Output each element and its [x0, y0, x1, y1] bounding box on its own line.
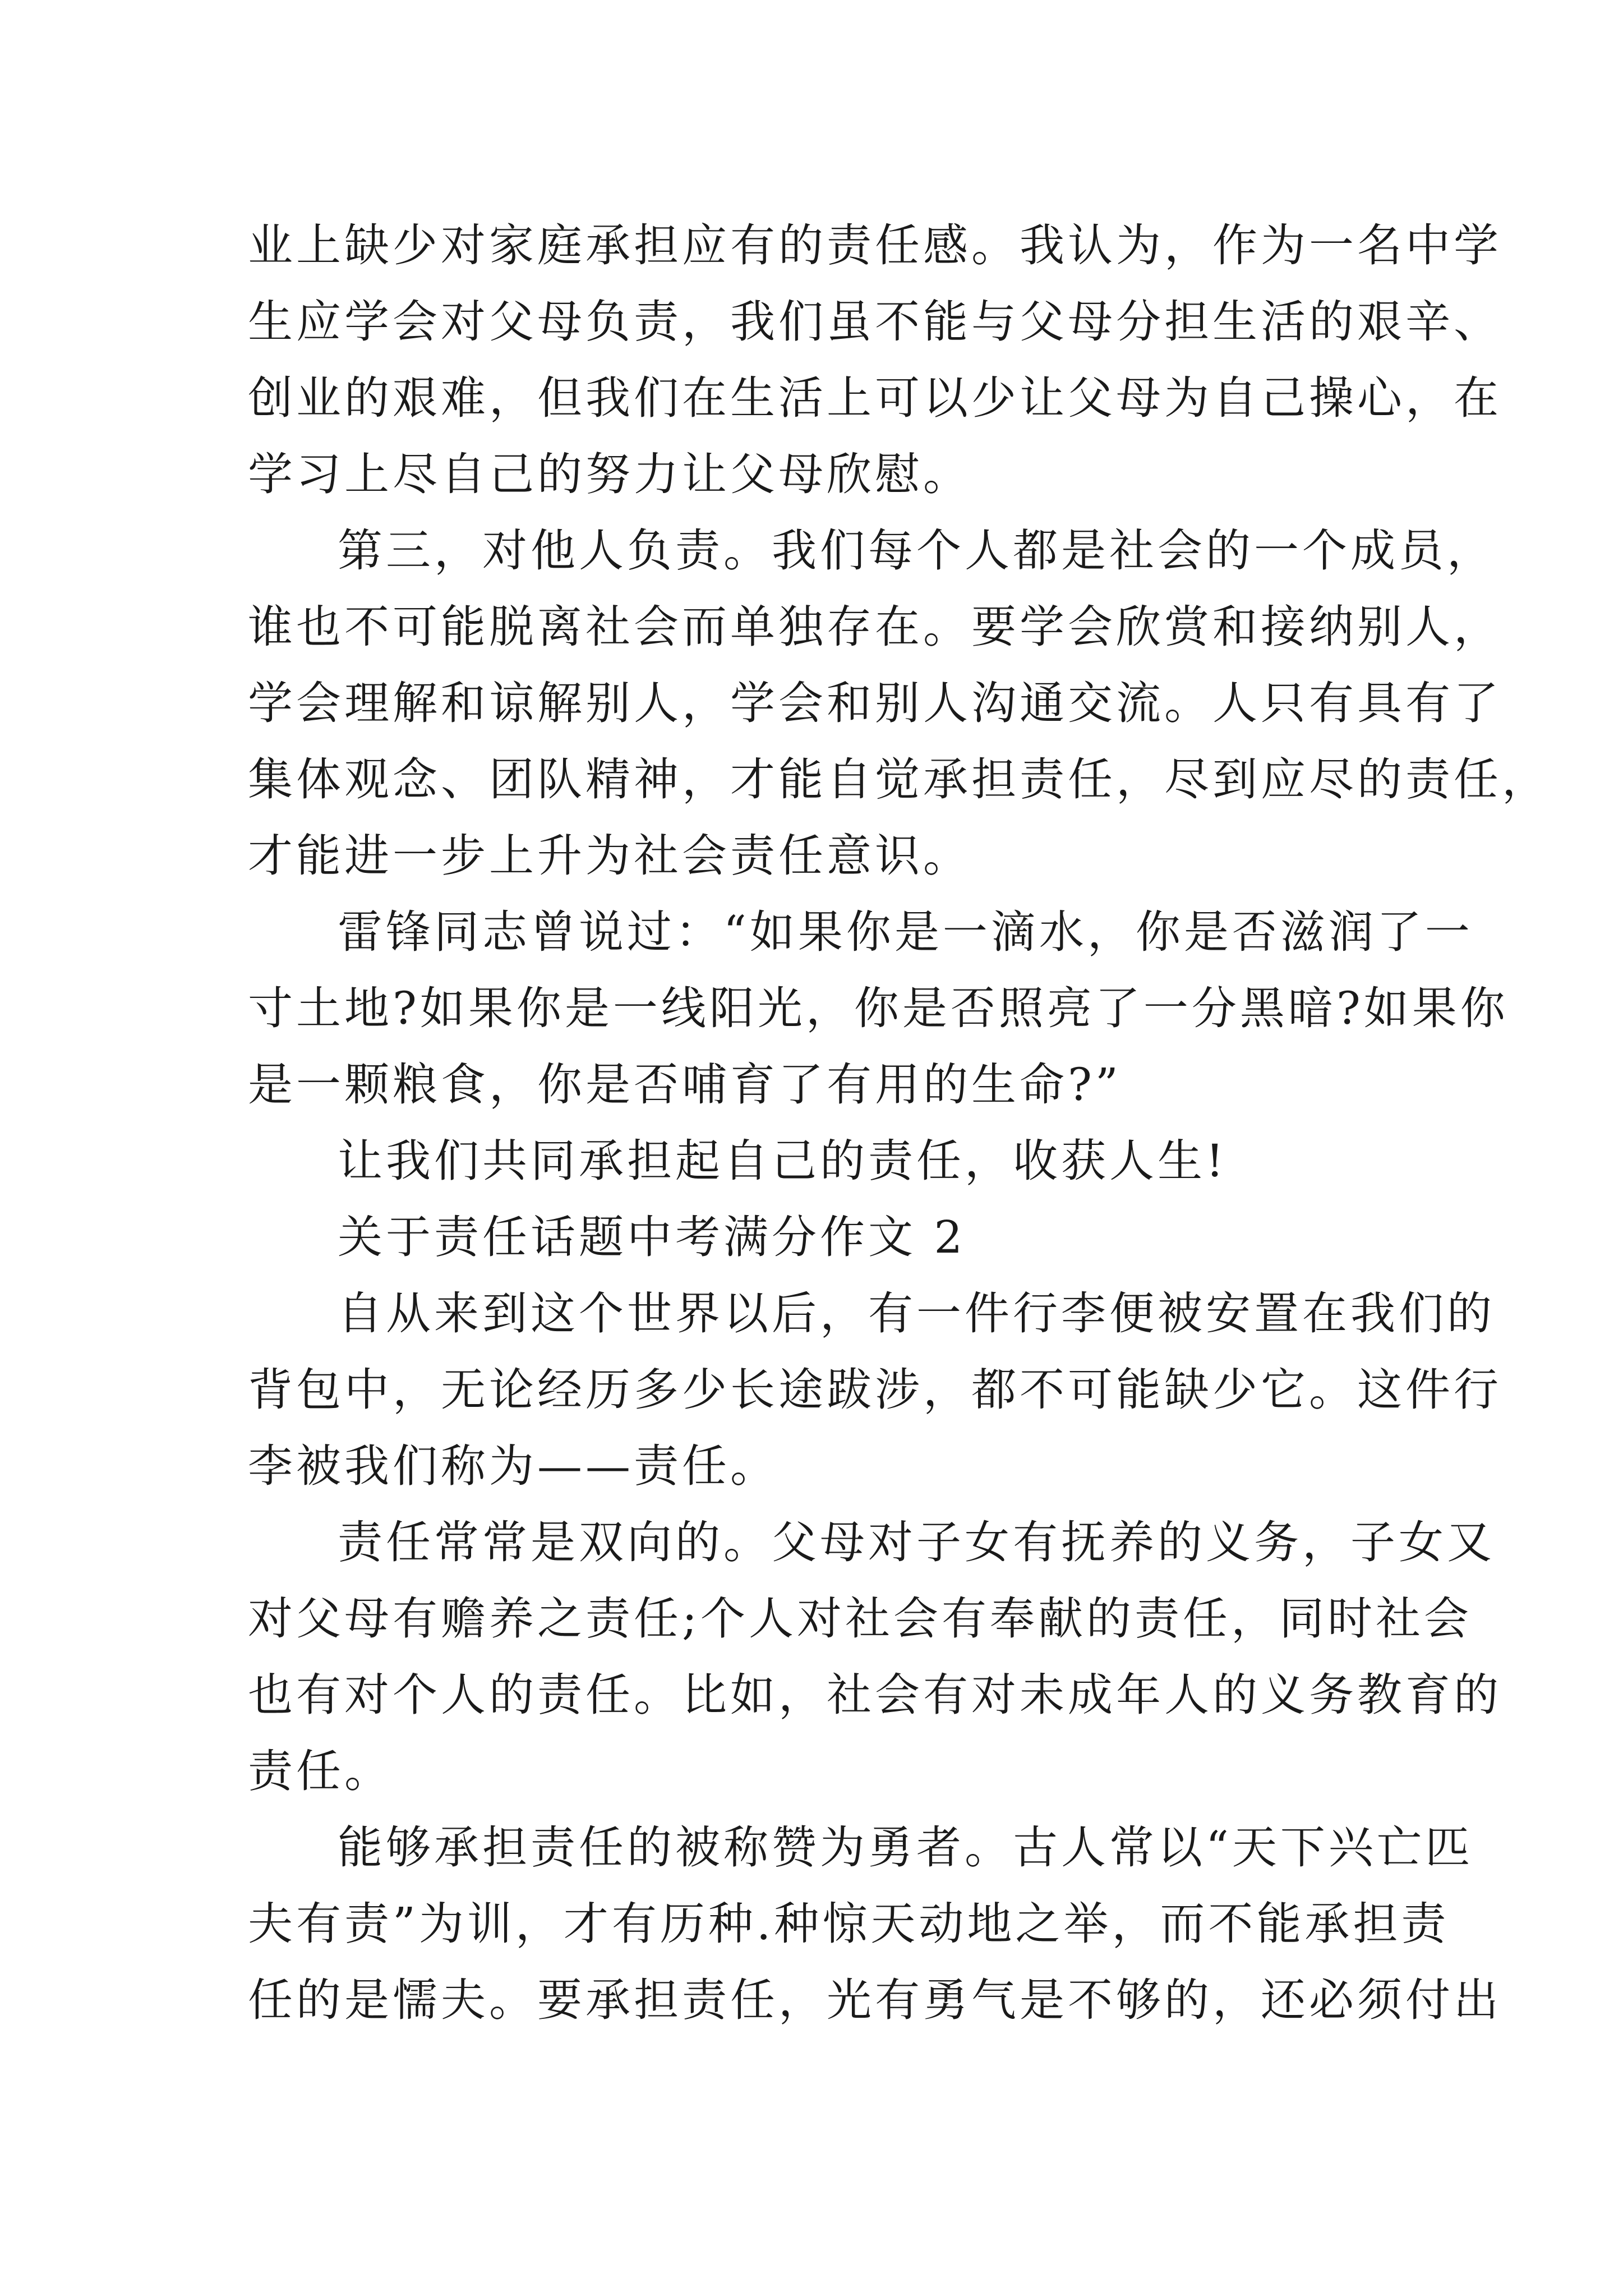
text-line: 才能进一步上升为社会责任意识。	[248, 830, 971, 882]
text-line: 夫有责”为训，才有历种.种惊天动地之举，而不能承担责	[248, 1898, 1450, 1950]
text-line: 业上缺少对家庭承担应有的责任感。我认为，作为一名中学	[248, 219, 1502, 272]
paragraph-3	[248, 894, 1509, 1123]
text-line: 学习上尽自己的努力让父母欣慰。	[248, 448, 971, 500]
text-line: 责任。	[248, 1745, 393, 1797]
text-line: 雷锋同志曾说过：“如果你是一滴水，你是否滋润了一	[338, 906, 1473, 958]
text-line: 学会理解和谅解别人，学会和别人沟通交流。人只有具有了	[248, 677, 1502, 729]
text-line: 集体观念、团队精神，才能自觉承担责任，尽到应尽的责任，	[248, 753, 1550, 806]
paragraph-2	[248, 513, 1550, 894]
text-line: 自从来到这个世界以后，有一件行李便被安置在我们的	[338, 1287, 1495, 1340]
text-line: 谁也不可能脱离社会而单独存在。要学会欣赏和接纳别人，	[248, 601, 1502, 653]
paragraph-4	[248, 1123, 1392, 1199]
text-line: 背包中，无论经历多少长途跋涉，都不可能缺少它。这件行	[248, 1364, 1502, 1416]
section-heading	[248, 1199, 1392, 1276]
paragraph-7	[248, 1504, 1502, 1810]
text-line: 创业的艰难，但我们在生活上可以少让父母为自己操心，在	[248, 372, 1502, 424]
text-line: 责任常常是双向的。父母对子女有抚养的义务，子女又	[338, 1516, 1495, 1568]
paragraph-8	[248, 1810, 1502, 2039]
text-line: 李被我们称为——责任。	[248, 1440, 778, 1492]
document-body	[248, 208, 1550, 2039]
paragraph-1	[248, 208, 1502, 513]
text-line: 也有对个人的责任。比如，社会有对未成年人的义务教育的	[248, 1669, 1502, 1721]
text-line: 任的是懦夫。要承担责任，光有勇气是不够的，还必须付出	[248, 1974, 1502, 2026]
text-line: 能够承担责任的被称赞为勇者。古人常以“天下兴亡匹	[338, 1821, 1473, 1874]
text-line: 寸土地?如果你是一线阳光，你是否照亮了一分黑暗?如果你	[248, 982, 1509, 1034]
text-line: 对父母有赡养之责任;个人对社会有奉献的责任，同时社会	[248, 1593, 1472, 1645]
text-line: 让我们共同承担起自己的责任，收获人生!	[338, 1135, 1228, 1187]
text-line: 生应学会对父母负责，我们虽不能与父母分担生活的艰辛、	[248, 296, 1502, 348]
text-line: 第三，对他人负责。我们每个人都是社会的一个成员，	[338, 524, 1495, 577]
paragraph-6	[248, 1276, 1502, 1504]
text-line: 是一颗粮食，你是否哺育了有用的生命?”	[248, 1059, 1122, 1111]
essay-title: 关于责任话题中考满分作文 2	[338, 1211, 966, 1263]
